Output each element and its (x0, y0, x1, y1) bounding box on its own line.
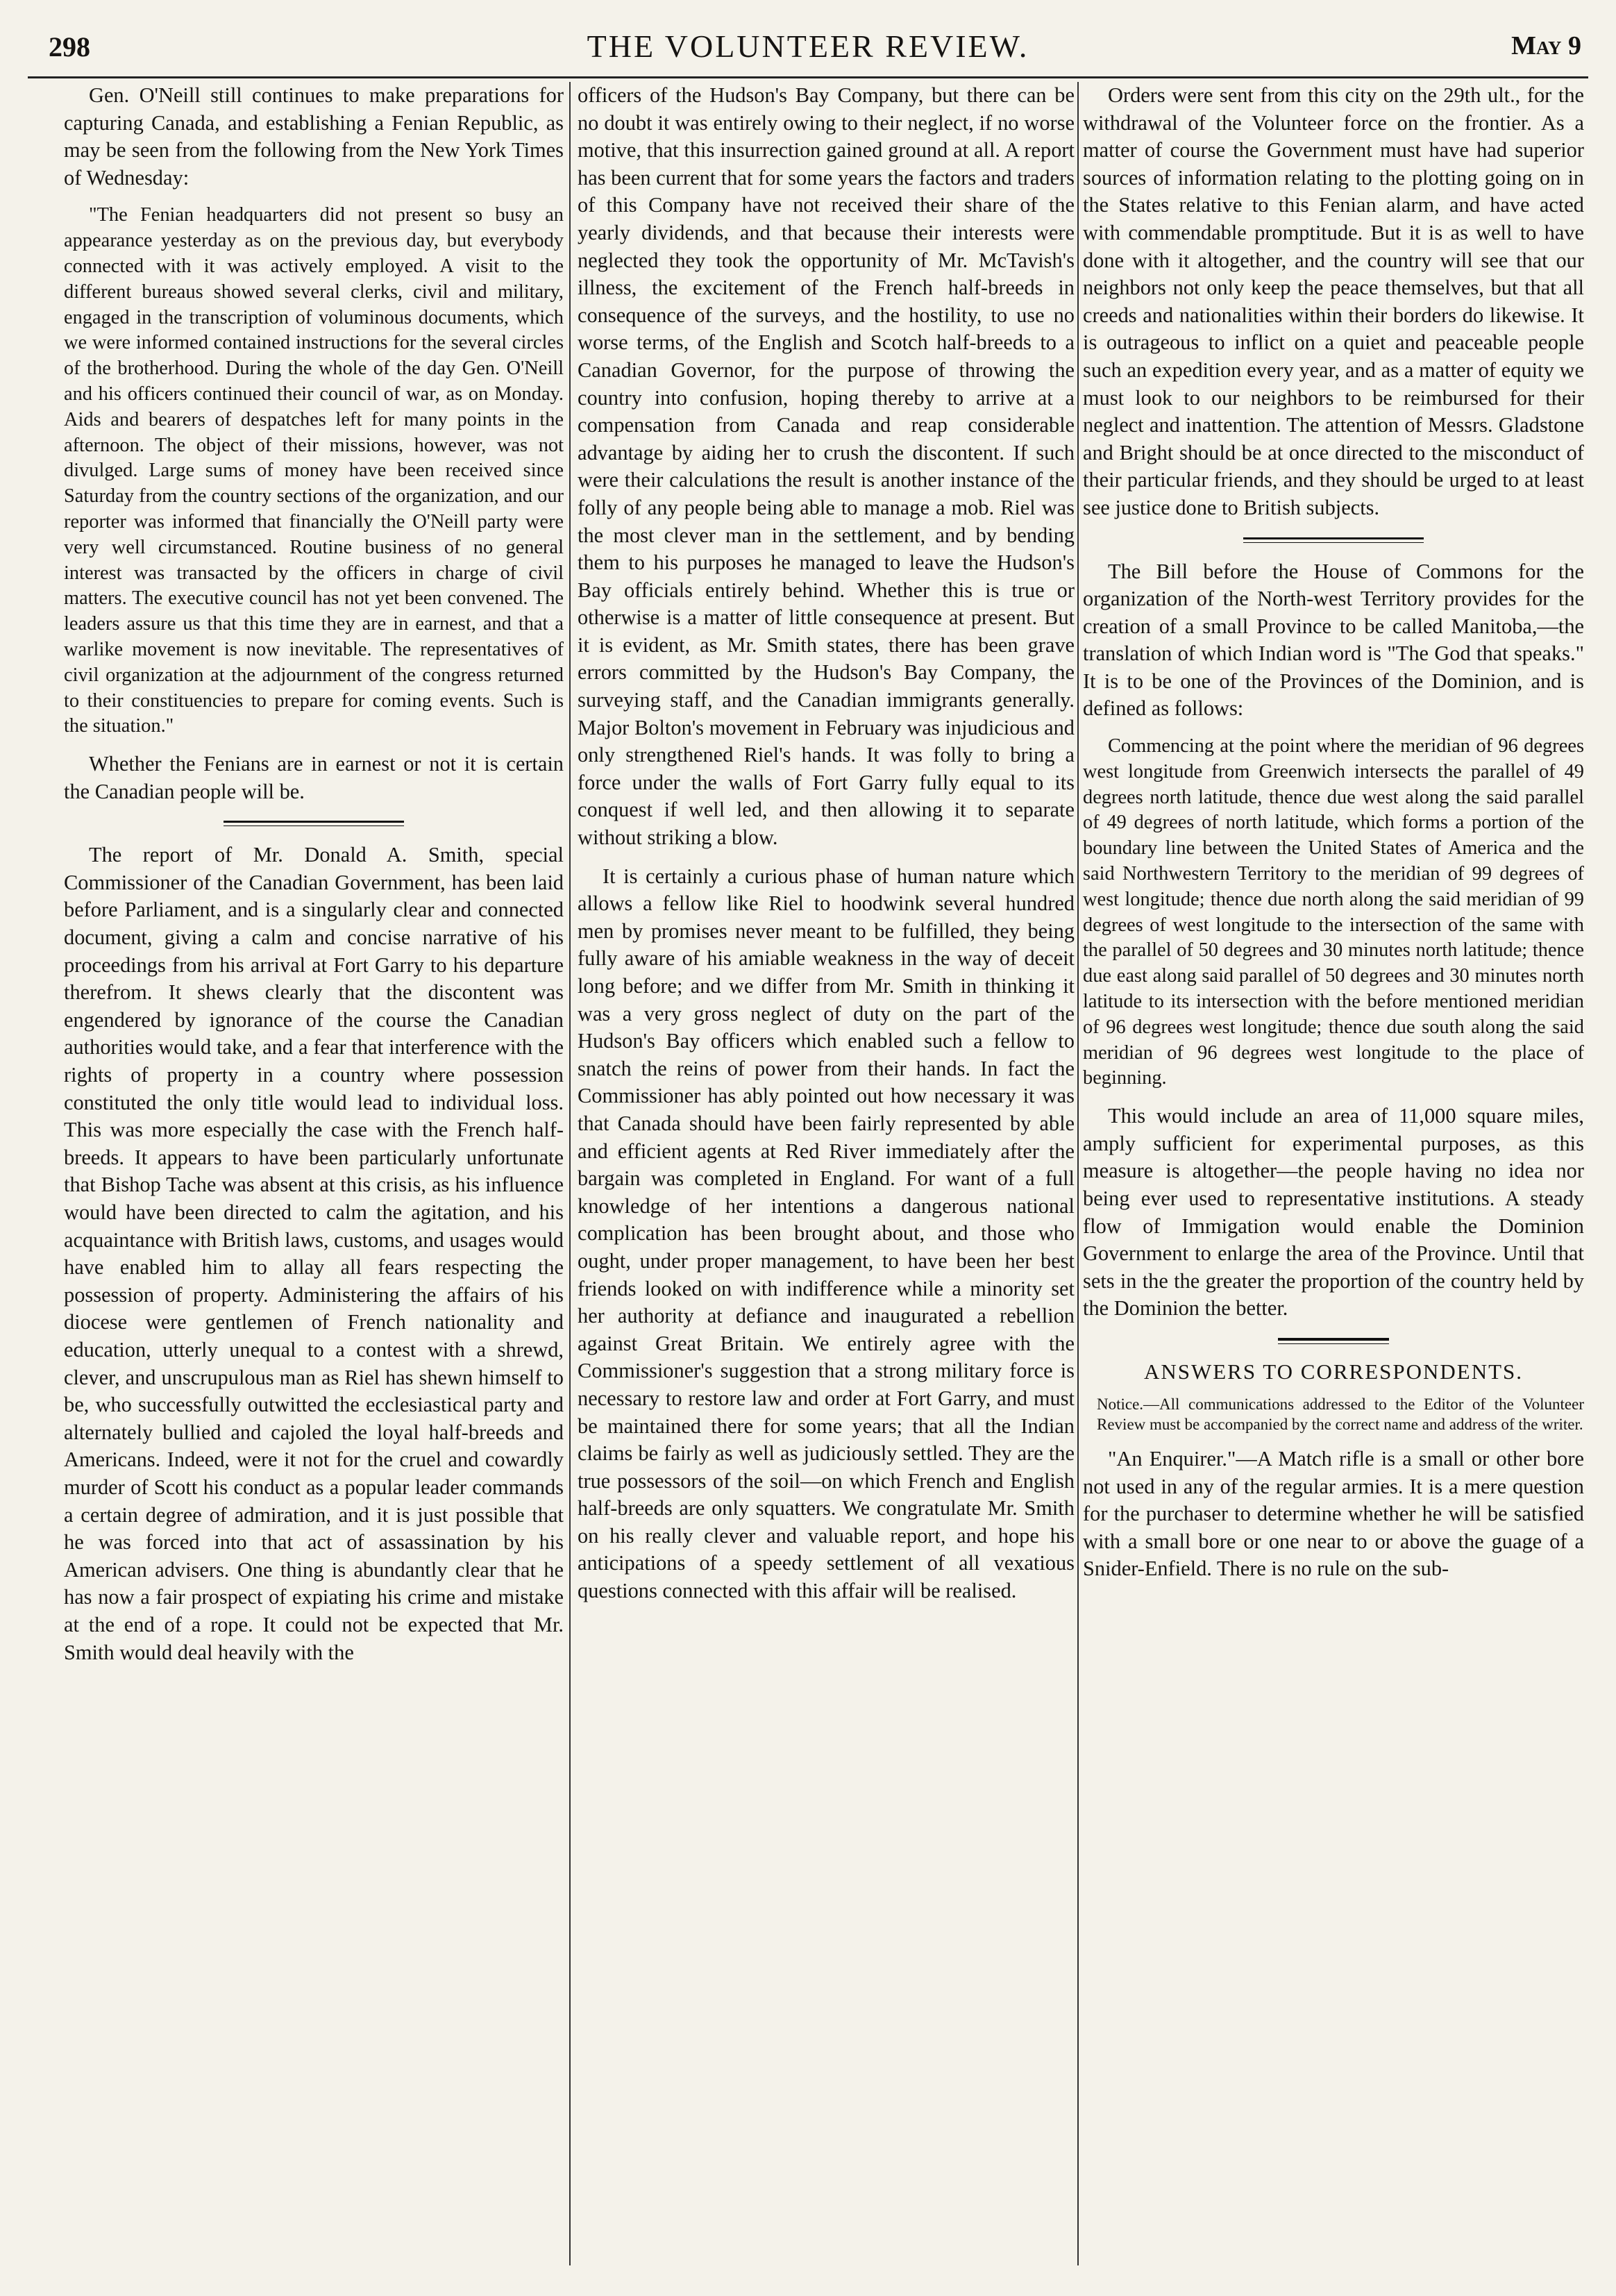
section-separator (224, 821, 404, 826)
article-paragraph: It is certainly a curious phase of human nature which allows a fellow like Riel to hoodwink several hundred men by promises never meant to be fulfilled, they being fully aware of his amiable weakness in the way of deceit long before; and we differ from Mr. Smith in thinking it was a very gross neglect of duty on the part of the Hudson's Bay officers which enabled such a fellow to snatch the reins of power from their hands. In fact the Commissioner has ably pointed out how necessary it was that Canada should have been fairly represented by able and efficient agents at Red River immediately after the bargain was completed in England. For want of a full knowledge of her intentions a dangerous national complication has been brought about, and those who ought, under proper management, to have been her best friends looked on with indifference while a minority set her authority at defiance and inaugurated a rebellion against Great Britain. We entirely agree with the Commissioner's suggestion that a strong military force is necessary to restore law and order at Fort Garry, and must be maintained there for some years; that all the Indian claims be fairly as well as judiciously settled. They are the true possessors of the soil—on which French and English half-breeds are only squatters. We congratulate Mr. Smith on his really clever and valuable report, and hope his anticipations of a speedy settlement of all vexatious questions connected with this affair will be realised. (578, 864, 1075, 1603)
section-separator (1278, 1338, 1389, 1344)
column-2 (578, 82, 1075, 2269)
page-header (28, 21, 1588, 78)
page-number: 298 (49, 31, 90, 62)
section-separator (1243, 537, 1424, 543)
article-paragraph: Whether the Fenians are in earnest or not it is certain the Canadian people will be. (64, 752, 564, 803)
column-3 (1083, 82, 1584, 2269)
article-paragraph: Orders were sent from this city on the 29th ult., for the withdrawal of the Volunteer force on the frontier. As a matter of course the Government must have had superior sources of information relating to the plotting going on in the States relative to this Fenian alarm, and have acted with commendable promptitude. But it is as well to have done with it altogether, and the country will see that our neighbors not only keep the peace themselves, but that all creeds and nationalities within their borders do likewise. It is outrageous to inflict on a quiet and peaceable people such an expedition every year, and as a matter of equity we must look to our neighbors to be reimbursed for their neglect and inattention. The attention of Messrs. Gladstone and Bright should be at once directed to the misconduct of their particular friends, and they should be urged to at least see justice done to British subjects. (1083, 83, 1584, 519)
article-paragraph: "An Enquirer."—A Match rifle is a small or other bore not used in any of the regular armies. It is a mere question for the purchaser to determine whether he will be satisfied with a small bore or one near to or above the guage of a Snider-Enfield. There is no rule on the sub- (1083, 1446, 1584, 1581)
article-paragraph: This would include an area of 11,000 square miles, amply sufficient for experimental purposes, as this measure is altogether—the people having no idea nor being ever used to representative institutions. A steady flow of Immigation would enable the Dominion Government to enlarge the area of the Province. Until that sets in the the greater the proportion of the country held by the Dominion the better. (1083, 1104, 1584, 1321)
notice-text: Notice.—All communications addressed to the Editor of the Volunteer Review must be accompanied by the correct name and address of the writer. (1097, 1395, 1584, 1433)
section-heading: ANSWERS TO CORRESPONDENTS. (1143, 1359, 1524, 1384)
article-paragraph: Gen. O'Neill still continues to make preparations for capturing Canada, and establishing a Fenian Republic, as may be seen from the following from the New York Times of Wednesday: (64, 83, 564, 190)
article-paragraph: officers of the Hudson's Bay Company, but there can be no doubt it was entirely owing to their neglect, if no worse motive, that this insurrection gained ground at all. A report has been current that for some years the factors and traders of this Company have not received their share of the yearly dividends, and that because their interests were neglected they took the opportunity of Mr. McTavish's illness, the excitement of the French half-breeds in consequence of the surveys, and the hostility, to use no worse terms, of the English and Scotch half-breeds to a Canadian Governor, for the purpose of throwing the country into confusion, hoping thereby to arrive at a compensation from Canada and reap considerable advantage by aiding her to crush the discontent. If such were their calculations the result is another instance of the folly of any people being able to manage a mob. Riel was the most clever man in the settlement, and by bending them to his purposes he managed to leave the Hudson's Bay officials entirely behind. Whether this is true or otherwise is a matter of little consequence at present. But it is evident, as Mr. Smith states, there has been grave errors committed by the Hudson's Bay Company, the surveying staff, and the Canadian immigrants generally. Major Bolton's movement in February was injudicious and only strengthened Riel's hands. It was folly to bring a force under the walls of Fort Garry fully equal to its conquest if well led, and then allowing it to separate without striking a blow. (578, 83, 1075, 850)
column-1 (64, 82, 564, 2269)
issue-date: May 9 (1511, 31, 1581, 60)
quoted-passage: "The Fenian headquarters did not present so busy an appearance yesterday as on the previous day, but everybody connected with it was actively employed. A visit to the different bureaus showed several clerks, civil and military, engaged in the transcription of voluminous documents, which we were informed contained instructions for the several circles of the brotherhood. During the whole of the day Gen. O'Neill and his officers continued their council of war, as on Monday. Aids and bearers of despatches left for many points in the afternoon. The object of their missions, however, was not divulged. Large sums of money have been received since Saturday from the country sections of the organization, and our reporter was informed that financially the O'Neill party were very well circumstanced. Routine business of no general interest was transacted by the officers in charge of civil matters. The executive council has not yet been convened. The leaders assure us that this time they are in earnest, and that a warlike movement is now inevitable. The representatives of civil organization at the adjournment of the congress returned to their constituencies to prepare for coming events. Such is the situation." (64, 204, 564, 737)
column-rule (569, 82, 571, 2265)
column-rule (1077, 82, 1079, 2265)
article-paragraph: The Bill before the House of Commons for the organization of the North-west Territory provides for the creation of a small Province to be called Manitoba,—the translation of which Indian word is "The God that speaks." It is to be one of the Provinces of the Dominion, and is defined as follows: (1083, 559, 1584, 721)
quoted-passage: Commencing at the point where the meridian of 96 degrees west longitude from Greenwich intersects the parallel of 49 degrees north latitude, thence due west along the said parallel of 49 degrees of north latitude, which forms a portion of the boundary line between the United States of America and the said Northwestern Territory to the meridian of 99 degrees of west longitude; thence due north along the said meridian of 99 degrees of west longitude to the intersection of the same with the parallel of 50 degrees and 30 minutes north latitude; thence due east along said parallel of 50 degrees and 30 minutes north latitude to its intersection with the before mentioned meridian of 96 degrees west longitude; thence due south along the said meridian of 96 degrees west longitude to the place of beginning. (1083, 735, 1584, 1089)
newspaper-title: THE VOLUNTEER REVIEW. (587, 28, 1029, 64)
article-paragraph: The report of Mr. Donald A. Smith, special Commissioner of the Canadian Government, has been laid before Parliament, and is a singularly clear and connected document, giving a calm and concise narrative of his proceedings from his arrival at Fort Garry to his departure therefrom. It shews clearly that the discontent was engendered by ignorance of the course the Canadian authorities would take, and a fear that interference with the rights of property in a country where possession constituted the only title would lead to individual loss. This was more especially the case with the French half-breeds. It appears to have been particularly unfortunate that Bishop Tache was absent at this crisis, as his influence would have been directed to calm the agitation, and his acquaintance with British laws, customs, and usages would have enabled him to allay all fears respecting the possession of property. Administering the affairs of his diocese were gentlemen of French nationality and education, utterly unequal to a contest with a shrewd, clever, and unscrupulous man as Riel has shewn himself to be, who successfully outwitted the ecclesiastical party and alternately bullied and cajoled the loyal half-breeds and Americans. Indeed, were it not for the cruel and cowardly murder of Scott his conduct as a popular leader commands a certain degree of admiration, and it is just possible that he was forced into that act of assassination by his American advisers. One thing is abundantly clear that he has now a fair prospect of expiating his crime and mistake at the end of a rope. It could not be expected that Mr. Smith would deal heavily with the (64, 843, 564, 1664)
